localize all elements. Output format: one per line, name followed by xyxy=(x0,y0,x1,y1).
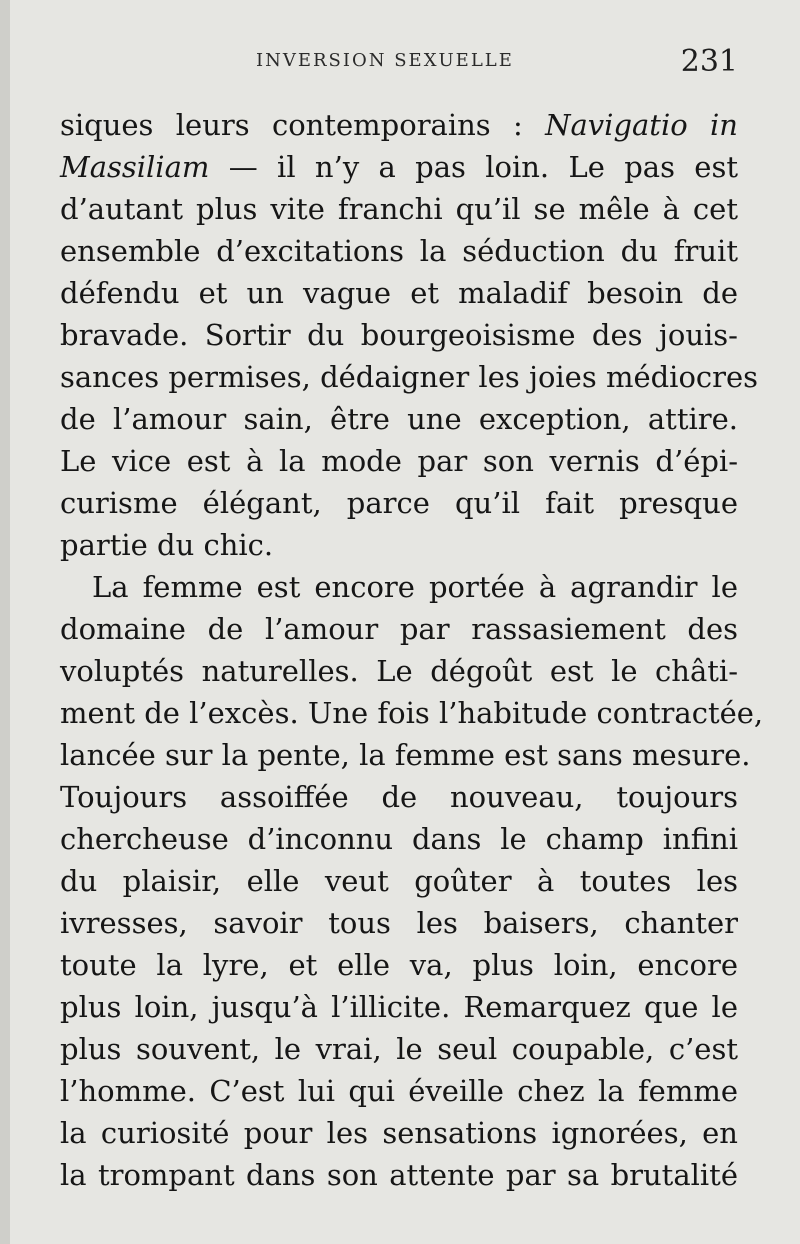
text-line: Toujours assoiffée de nouveau, toujours xyxy=(60,780,738,814)
paragraph-start-line: La femme est encore portée à agrandir le xyxy=(92,570,738,604)
text-segment: siques leurs contemporains : xyxy=(60,108,546,142)
text-line xyxy=(60,104,738,146)
body-text xyxy=(60,104,764,1196)
text-line: du plaisir, elle veut goûter à toutes les xyxy=(60,864,738,898)
text-line: Le vice est à la mode par son vernis d’épi- xyxy=(60,444,738,478)
text-line: voluptés naturelles. Le dégoût est le châti- xyxy=(60,654,738,688)
text-line: la trompant dans son attente par sa brutalité xyxy=(60,1158,738,1192)
text-line: d’autant plus vite franchi qu’il se mêle à cet xyxy=(60,192,738,226)
text-segment: — il n’y a pas loin. Le pas est xyxy=(209,150,738,184)
text-line xyxy=(60,146,738,188)
text-line: l’homme. C’est lui qui éveille chez la femme xyxy=(60,1074,738,1108)
text-line: ensemble d’excitations la séduction du fruit xyxy=(60,234,738,268)
text-line: plus souvent, le vrai, le seul coupable, c’est xyxy=(60,1032,738,1066)
text-line: défendu et un vague et maladif besoin de xyxy=(60,276,738,310)
running-title: INVERSION SEXUELLE xyxy=(256,50,514,71)
text-line: bravade. Sortir du bourgeoisisme des jouis- xyxy=(60,318,738,352)
text-line: de l’amour sain, être une exception, attire. xyxy=(60,402,738,436)
text-line: sances permises, dédaigner les joies médiocres xyxy=(60,360,759,394)
text-line: toute la lyre, et elle va, plus loin, encore xyxy=(60,948,738,982)
text-line: la curiosité pour les sensations ignorées, en xyxy=(60,1116,738,1150)
page-edge xyxy=(0,0,10,1244)
italic-title: Navigatio in xyxy=(545,108,738,142)
text-line: lancée sur la pente, la femme est sans mesure. xyxy=(60,738,751,772)
page-number: 231 xyxy=(680,44,738,79)
text-line: ivresses, savoir tous les baisers, chanter xyxy=(60,906,738,940)
text-line: domaine de l’amour par rassasiement des xyxy=(60,612,738,646)
text-line: partie du chic. xyxy=(60,528,274,562)
running-header xyxy=(0,44,800,84)
text-line: curisme élégant, parce qu’il fait presque xyxy=(60,486,738,520)
text-line: ment de l’excès. Une fois l’habitude contractée, xyxy=(60,696,764,730)
italic-title: Massiliam xyxy=(60,150,210,184)
text-line: plus loin, jusqu’à l’illicite. Remarquez que le xyxy=(60,990,738,1024)
text-line: chercheuse d’inconnu dans le champ infini xyxy=(60,822,738,856)
